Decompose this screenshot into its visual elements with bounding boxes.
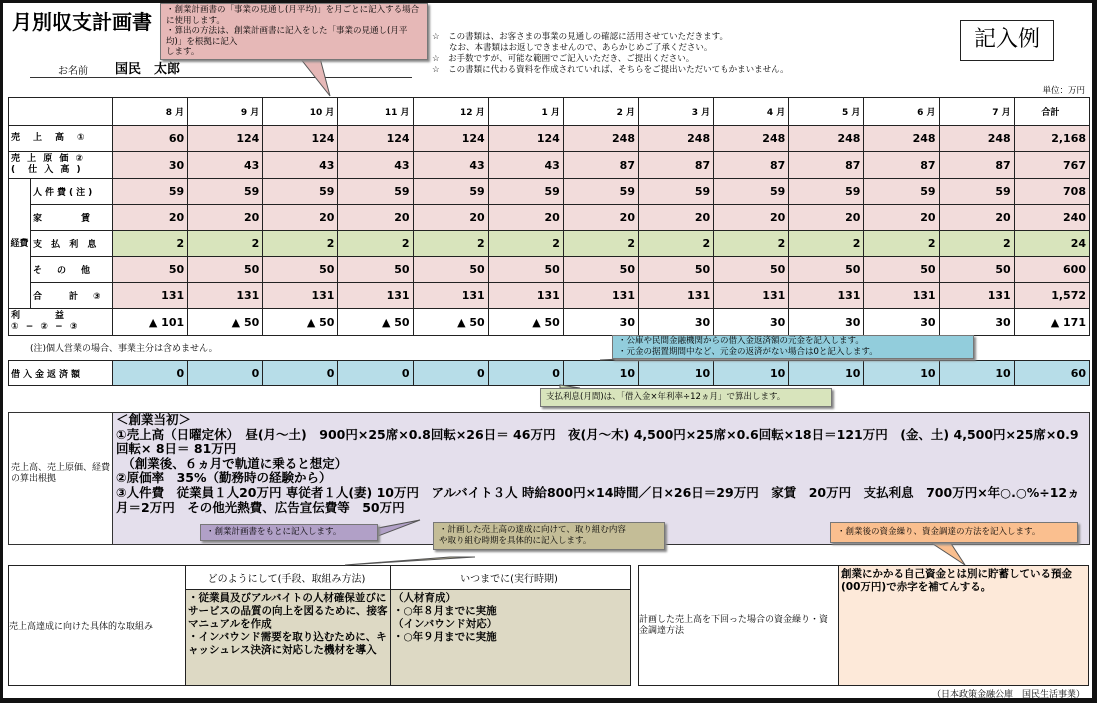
month-header: 合計 — [1014, 98, 1089, 126]
value-cell[interactable]: 131 — [188, 283, 263, 309]
callout-interest: 支払利息(月間)は、「借入金×年利率÷12ヵ月」で算出します。 — [540, 388, 832, 407]
value-cell[interactable]: 87 — [789, 152, 864, 179]
when-cell[interactable]: （人材育成） ・○年８月までに実施 （インバウンド対応） ・○年９月までに実施 — [391, 590, 631, 686]
value-cell[interactable]: 2 — [488, 231, 563, 257]
value-cell[interactable]: 59 — [864, 179, 939, 205]
loan-label: 借入金返済額 — [9, 361, 113, 386]
value-cell[interactable]: ▲ 50 — [263, 309, 338, 336]
value-cell[interactable]: 124 — [263, 126, 338, 152]
value-cell[interactable]: 1,572 — [1014, 283, 1089, 309]
value-cell[interactable]: 248 — [638, 126, 713, 152]
loan-value-cell[interactable]: 10 — [864, 361, 939, 386]
month-header: 5 月 — [789, 98, 864, 126]
value-cell[interactable]: 2 — [864, 231, 939, 257]
value-cell[interactable]: 30 — [563, 309, 638, 336]
month-header: 10 月 — [263, 98, 338, 126]
value-cell[interactable]: 87 — [563, 152, 638, 179]
loan-value-cell[interactable]: 0 — [338, 361, 413, 386]
value-cell[interactable]: ▲ 50 — [338, 309, 413, 336]
row-label: 人件費(注) — [31, 179, 113, 205]
value-cell[interactable]: 59 — [714, 179, 789, 205]
name-label: お名前 — [58, 66, 88, 77]
value-cell[interactable]: 20 — [939, 205, 1014, 231]
month-header: 3 月 — [638, 98, 713, 126]
value-cell[interactable]: 124 — [488, 126, 563, 152]
loan-value-cell[interactable]: 0 — [263, 361, 338, 386]
table-row — [9, 231, 1090, 257]
footer-org: （日本政策金融公庫 国民生活事業） — [931, 690, 1085, 700]
value-cell[interactable]: 59 — [563, 179, 638, 205]
value-cell[interactable]: 131 — [563, 283, 638, 309]
value-cell[interactable]: 50 — [188, 257, 263, 283]
funding-label: 計画した売上高を下回った場合の資金繰り・資金調達方法 — [639, 566, 839, 686]
table-row — [9, 152, 1090, 179]
month-header: 8 月 — [113, 98, 188, 126]
row-label: 売 上 高 ① — [9, 126, 113, 152]
table-row — [9, 257, 1090, 283]
value-cell[interactable]: 248 — [789, 126, 864, 152]
value-cell[interactable]: 131 — [638, 283, 713, 309]
value-cell[interactable]: 20 — [789, 205, 864, 231]
loan-value-cell[interactable]: 10 — [638, 361, 713, 386]
value-cell[interactable]: 131 — [413, 283, 488, 309]
value-cell[interactable]: 131 — [263, 283, 338, 309]
month-header: 4 月 — [714, 98, 789, 126]
value-cell[interactable]: 50 — [263, 257, 338, 283]
value-cell[interactable]: 30 — [714, 309, 789, 336]
name-value[interactable]: 国民 太郎 — [115, 62, 181, 77]
page-title: 月別収支計画書 — [12, 10, 152, 34]
value-cell[interactable]: 30 — [638, 309, 713, 336]
value-cell[interactable]: 43 — [188, 152, 263, 179]
value-cell[interactable]: 43 — [488, 152, 563, 179]
value-cell[interactable]: 2 — [188, 231, 263, 257]
value-cell[interactable]: 131 — [113, 283, 188, 309]
value-cell[interactable]: 124 — [338, 126, 413, 152]
loan-value-cell[interactable]: 0 — [488, 361, 563, 386]
how-cell[interactable]: ・従業員及びアルバイトの人材確保並びにサービスの品質の向上を図るために、接客マニュアルを作成 ・インバウンド需要を取り込むために、キャッシュレス決済に対応した機材を導入 — [186, 590, 391, 686]
value-cell[interactable]: ▲ 50 — [188, 309, 263, 336]
instructions — [432, 32, 789, 76]
value-cell[interactable]: 248 — [714, 126, 789, 152]
month-header: 7 月 — [939, 98, 1014, 126]
loan-table — [8, 360, 1090, 386]
month-header: 12 月 — [413, 98, 488, 126]
table-row — [9, 205, 1090, 231]
value-cell[interactable]: ▲ 50 — [488, 309, 563, 336]
month-header: 11 月 — [338, 98, 413, 126]
expense-group-label: 経費 — [9, 179, 31, 309]
loan-value-cell[interactable]: 10 — [789, 361, 864, 386]
value-cell[interactable]: 59 — [488, 179, 563, 205]
callout-loan: ・公庫や民間金融機関からの借入金返済額の元金を記入します。 ・元金の据置期間中など、元金の返済がない場合は0と記入します。 — [612, 335, 974, 359]
value-cell[interactable]: 20 — [188, 205, 263, 231]
value-cell[interactable]: 131 — [714, 283, 789, 309]
funding-cell[interactable]: 創業にかかる自己資金とは別に貯蓄している預金(00万円)で赤字を補てんする。 — [839, 566, 1089, 686]
value-cell[interactable]: 131 — [338, 283, 413, 309]
table-row — [9, 309, 1090, 336]
row-label: 支 払 利 息 — [31, 231, 113, 257]
row-label: そ の 他 — [31, 257, 113, 283]
value-cell[interactable]: 60 — [113, 126, 188, 152]
actions-label: 売上高達成に向けた具体的な取組み — [9, 566, 186, 686]
note-line: なお、本書類はお返しできませんので、あらかじめご了承ください。 — [432, 43, 713, 53]
value-cell[interactable]: 59 — [638, 179, 713, 205]
value-cell[interactable]: 248 — [864, 126, 939, 152]
value-cell[interactable]: 59 — [939, 179, 1014, 205]
value-cell[interactable]: 2 — [338, 231, 413, 257]
note-line: ☆ お手数ですが、可能な範囲でご記入いただき、ご提出ください。 — [432, 54, 695, 64]
value-cell[interactable]: 20 — [113, 205, 188, 231]
value-cell[interactable]: 50 — [864, 257, 939, 283]
value-cell[interactable]: 50 — [413, 257, 488, 283]
value-cell[interactable]: 50 — [714, 257, 789, 283]
footnote: (注)個人営業の場合、事業主分は含めません。 — [30, 344, 218, 354]
table-row — [9, 179, 1090, 205]
month-header: 2 月 — [563, 98, 638, 126]
value-cell[interactable]: 30 — [113, 152, 188, 179]
when-header: いつまでに(実行時期) — [391, 566, 631, 590]
value-cell[interactable]: 50 — [338, 257, 413, 283]
value-cell[interactable]: 30 — [789, 309, 864, 336]
value-cell[interactable]: 50 — [939, 257, 1014, 283]
loan-value-cell[interactable]: 10 — [563, 361, 638, 386]
value-cell[interactable]: 30 — [864, 309, 939, 336]
actions-table — [8, 565, 631, 686]
value-cell[interactable]: 24 — [1014, 231, 1089, 257]
value-cell[interactable]: 59 — [188, 179, 263, 205]
header-blank — [9, 98, 113, 126]
value-cell[interactable]: 600 — [1014, 257, 1089, 283]
unit-label: 単位：万円 — [1042, 86, 1085, 96]
note-line: ☆ この書類は、お客さまの事業の見通しの確認に活用させていただきます。 — [432, 32, 728, 42]
value-cell[interactable]: 50 — [488, 257, 563, 283]
value-cell[interactable]: 2 — [113, 231, 188, 257]
loan-value-cell[interactable]: 0 — [188, 361, 263, 386]
value-cell[interactable]: 87 — [714, 152, 789, 179]
value-cell[interactable]: 131 — [789, 283, 864, 309]
value-cell[interactable]: 20 — [413, 205, 488, 231]
loan-value-cell[interactable]: 10 — [939, 361, 1014, 386]
value-cell[interactable]: 124 — [413, 126, 488, 152]
value-cell[interactable]: 2 — [563, 231, 638, 257]
value-cell[interactable]: 767 — [1014, 152, 1089, 179]
month-header: 6 月 — [864, 98, 939, 126]
value-cell[interactable]: 2,168 — [1014, 126, 1089, 152]
value-cell[interactable]: 2 — [413, 231, 488, 257]
value-cell[interactable]: 50 — [563, 257, 638, 283]
value-cell[interactable]: 43 — [263, 152, 338, 179]
funding-table — [638, 565, 1089, 686]
value-cell[interactable]: 87 — [939, 152, 1014, 179]
value-cell[interactable]: 20 — [638, 205, 713, 231]
table-row — [9, 126, 1090, 152]
table-row — [9, 283, 1090, 309]
callout-actions: ・計画した売上高の達成に向けて、取り組む内容 や取り組む時期を具体的に記入します。 — [433, 522, 665, 550]
value-cell[interactable]: 20 — [864, 205, 939, 231]
loan-value-cell[interactable]: 60 — [1014, 361, 1089, 386]
value-cell[interactable]: 43 — [338, 152, 413, 179]
value-cell[interactable]: 59 — [413, 179, 488, 205]
basis-text[interactable]: ＜創業当初＞ ①売上高（日曜定休） 昼(月～土) 900円×25席×0.8回転×26日＝ 46万円 夜(月～木) 4,500円×25席×0.6回転×18日＝121万円 (金、土) 4,500円×25席×0.9回転× 8日＝ 81万円 （創業後、６ヵ月で軌道に乗ると想定） ②原価率 35%（勤務時の経験から） ③人件費 従業員１人20万円 専従者１人(妻) 10万円 アルバイト３人 時給800円×14時間／日×26日＝29万円 家賃 20万円 支払利息 700万円×年○.○%÷12ヵ月＝2万円 その他光熱費、広告宣伝費等 50万円 — [113, 413, 1089, 544]
value-cell[interactable]: 87 — [864, 152, 939, 179]
value-cell[interactable]: ▲ 50 — [413, 309, 488, 336]
value-cell[interactable]: 59 — [789, 179, 864, 205]
value-cell[interactable]: 59 — [338, 179, 413, 205]
value-cell[interactable]: 2 — [638, 231, 713, 257]
value-cell[interactable]: 131 — [939, 283, 1014, 309]
value-cell[interactable]: 59 — [113, 179, 188, 205]
value-cell[interactable]: 20 — [488, 205, 563, 231]
value-cell[interactable]: 124 — [188, 126, 263, 152]
name-underline — [30, 77, 412, 78]
row-label: 家 賃 — [31, 205, 113, 231]
value-cell[interactable]: ▲ 171 — [1014, 309, 1089, 336]
value-cell[interactable]: 87 — [638, 152, 713, 179]
value-cell[interactable]: 20 — [263, 205, 338, 231]
value-cell[interactable]: 43 — [413, 152, 488, 179]
value-cell[interactable]: ▲ 101 — [113, 309, 188, 336]
row-label: 利 益 ① − ② − ③ — [9, 309, 113, 336]
example-stamp: 記入例 — [960, 20, 1054, 61]
value-cell[interactable]: 59 — [263, 179, 338, 205]
value-cell[interactable]: 131 — [488, 283, 563, 309]
row-label: 売 上 原 価 ② ( 仕 入 高 ) — [9, 152, 113, 179]
value-cell[interactable]: 2 — [789, 231, 864, 257]
how-header: どのようにして(手段、取組み方法) — [186, 566, 391, 590]
basis-label: 売上高、売上原価、経費の算出根拠 — [9, 413, 113, 544]
value-cell[interactable]: 240 — [1014, 205, 1089, 231]
month-header: 9 月 — [188, 98, 263, 126]
value-cell[interactable]: 20 — [714, 205, 789, 231]
loan-value-cell[interactable]: 10 — [714, 361, 789, 386]
row-label: 合 計 ③ — [31, 283, 113, 309]
callout-basis: ・創業計画書をもとに記入します。 — [200, 524, 378, 541]
callout-monthly: ・創業計画書の「事業の見通し(月平均)」を月ごとに記入する場合に使用します。 ・算出の方法は、創業計画書に記入をした「事業の見通し(月平均)」を根拠に記入 します。 — [160, 3, 428, 60]
value-cell[interactable]: 30 — [939, 309, 1014, 336]
value-cell[interactable]: 2 — [714, 231, 789, 257]
value-cell[interactable]: 50 — [113, 257, 188, 283]
month-header: 1 月 — [488, 98, 563, 126]
value-cell[interactable]: 20 — [563, 205, 638, 231]
loan-value-cell[interactable]: 0 — [413, 361, 488, 386]
value-cell[interactable]: 248 — [939, 126, 1014, 152]
value-cell[interactable]: 2 — [939, 231, 1014, 257]
value-cell[interactable]: 2 — [263, 231, 338, 257]
value-cell[interactable]: 50 — [789, 257, 864, 283]
note-line: ☆ この書類に代わる資料を作成されていれば、そちらをご提出いただいてもかまいません。 — [432, 65, 789, 75]
value-cell[interactable]: 50 — [638, 257, 713, 283]
value-cell[interactable]: 131 — [864, 283, 939, 309]
value-cell[interactable]: 708 — [1014, 179, 1089, 205]
value-cell[interactable]: 248 — [563, 126, 638, 152]
monthly-table — [8, 97, 1090, 336]
loan-value-cell[interactable]: 0 — [113, 361, 188, 386]
callout-funding: ・創業後の資金繰り、資金調達の方法を記入します。 — [830, 522, 1078, 543]
value-cell[interactable]: 20 — [338, 205, 413, 231]
